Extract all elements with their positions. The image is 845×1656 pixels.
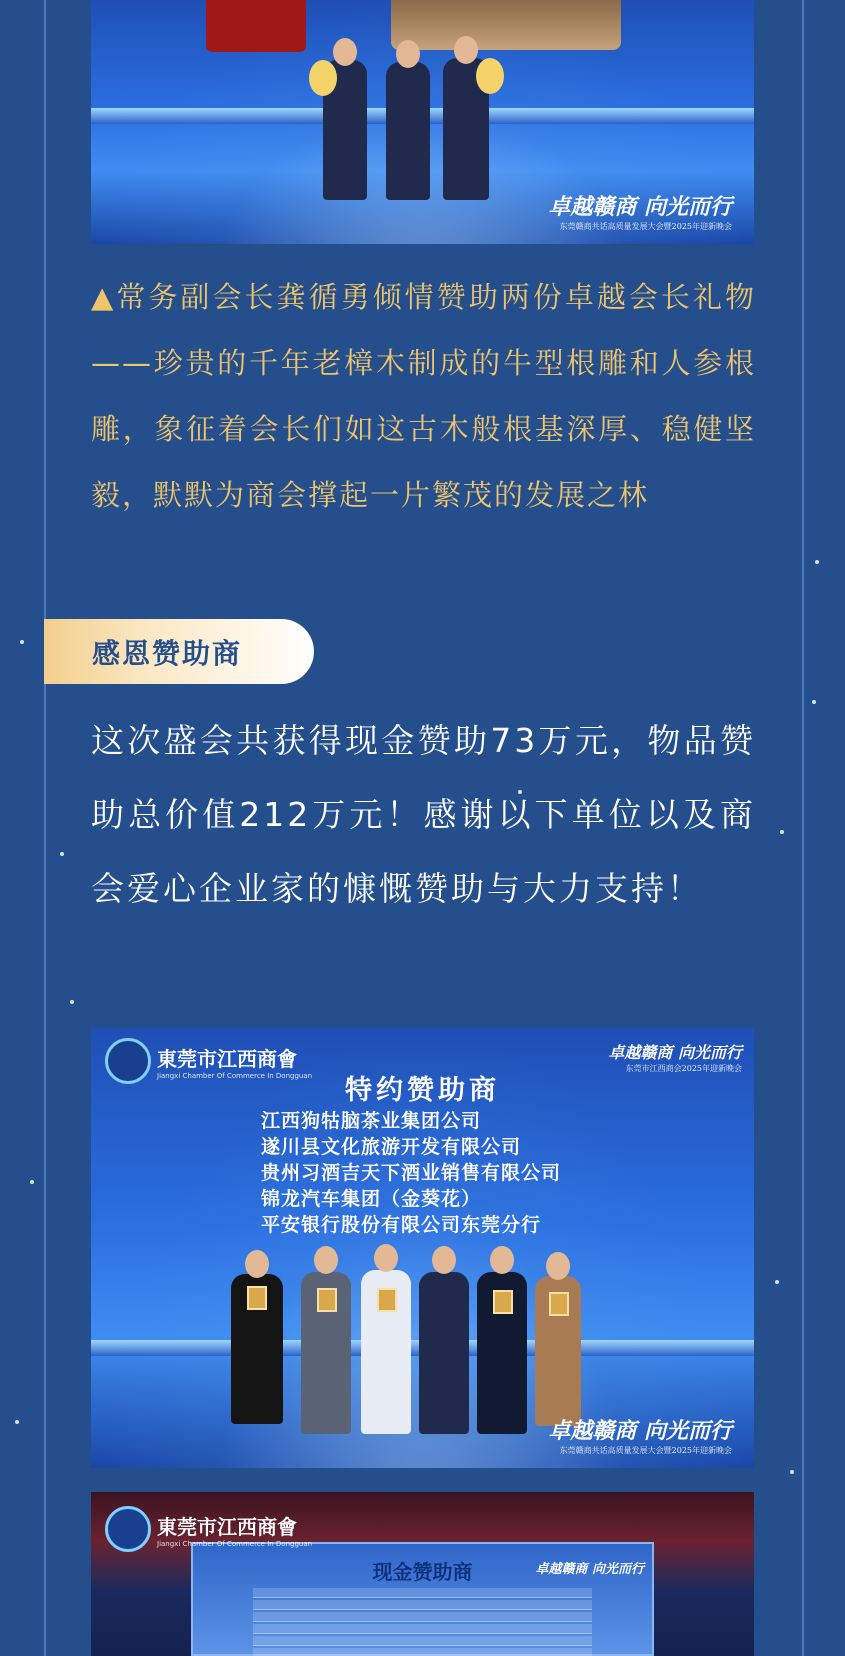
gift-display (391, 0, 621, 50)
event-logo-main: 卓越赣商 向光而行 (548, 194, 732, 220)
gift-display (206, 0, 306, 52)
table-row (253, 1624, 592, 1634)
person-head (432, 1246, 456, 1274)
table-row (253, 1600, 592, 1610)
table-row (253, 1588, 592, 1598)
star-decoration (775, 1280, 779, 1284)
person (419, 1272, 469, 1434)
chamber-name: 東莞市江西商會 (157, 1046, 297, 1071)
sponsor-list (261, 1108, 561, 1238)
star-decoration (815, 560, 819, 564)
person (386, 62, 430, 200)
stage-screen (191, 1542, 654, 1656)
photo-caption: ▲常务副会长龚循勇倾情赞助两份卓越会长礼物——珍贵的千年老樟木制成的牛型根雕和人参根雕，象征着会长们如这古木般根基深厚、稳健坚毅，默默为商会撑起一片繁茂的发展之林 (91, 280, 756, 512)
person-head (333, 38, 357, 66)
person-head (245, 1250, 269, 1278)
star-decoration (70, 1000, 74, 1004)
sponsor-name: 遂川县文化旅游开发有限公司 (261, 1136, 522, 1158)
person-head (396, 40, 420, 68)
left-frame-line (44, 0, 46, 1656)
chamber-english-name: Jiangxi Chamber Of Commerce In Dongguan (157, 1071, 313, 1080)
event-logo (548, 190, 732, 232)
star-decoration (15, 1420, 19, 1424)
sponsor-name: 贵州习酒吉天下酒业销售有限公司 (261, 1162, 562, 1184)
star-decoration (30, 1180, 34, 1184)
person-head (546, 1252, 570, 1280)
event-logo-main: 卓越赣商 向光而行 (608, 1043, 742, 1062)
person-head (490, 1246, 514, 1274)
sponsor-intro-text: 这次盛会共获得现金赞助73万元，物品赞助总价值212万元！感谢以下单位以及商会爱心企业家的慷慨赞助与大力支持！ (91, 721, 756, 908)
right-frame-line (802, 0, 804, 1656)
table-row (253, 1636, 592, 1646)
event-logo-sub: 东莞赣商共话高质量发展大会暨2025年迎新晚会 (559, 1446, 732, 1455)
sponsor-name: 平安银行股份有限公司东莞分行 (261, 1214, 542, 1236)
bouquet (476, 58, 504, 94)
person-head (374, 1244, 398, 1272)
chamber-logo (105, 1506, 312, 1552)
ceremony-photo (91, 0, 754, 244)
star-decoration (780, 830, 784, 834)
sponsor-name: 江西狗牯脑茶业集团公司 (261, 1110, 482, 1132)
chamber-english-name: Jiangxi Chamber Of Commerce In Dongguan (157, 1539, 313, 1548)
section-title: 感恩赞助商 (92, 636, 243, 670)
event-logo (548, 1414, 732, 1456)
table-row (253, 1612, 592, 1622)
event-logo-main: 卓越赣商 向光而行 (535, 1562, 644, 1577)
chamber-name: 東莞市江西商會 (157, 1514, 297, 1539)
event-logo-sub: 东莞赣商共话高质量发展大会暨2025年迎新晚会 (559, 222, 732, 231)
event-logo-main: 卓越赣商 向光而行 (548, 1418, 732, 1444)
person-head (454, 36, 478, 64)
star-decoration (60, 852, 64, 856)
star-decoration (20, 640, 24, 644)
table-row (253, 1648, 592, 1656)
screen-title: 现金赞助商 (372, 1560, 473, 1584)
person-head (314, 1246, 338, 1274)
section-title-pill (44, 619, 314, 684)
award-plaque (377, 1288, 397, 1312)
award-plaque (549, 1292, 569, 1316)
chamber-seal-icon (105, 1506, 151, 1552)
special-sponsors-photo (91, 1028, 754, 1468)
star-decoration (812, 700, 816, 704)
event-logo (535, 1558, 644, 1577)
bouquet (309, 60, 337, 96)
sponsor-name: 锦龙汽车集团（金葵花） (261, 1188, 482, 1210)
award-plaque (247, 1286, 267, 1310)
award-plaque (493, 1290, 513, 1314)
event-logo-sub: 东莞市江西商会2025年迎新晚会 (625, 1064, 742, 1073)
cash-sponsors-photo (91, 1492, 754, 1656)
award-plaque (317, 1288, 337, 1312)
sponsor-table (253, 1588, 592, 1656)
star-decoration (790, 1470, 794, 1474)
sponsor-board-title: 特约赞助商 (345, 1075, 500, 1106)
